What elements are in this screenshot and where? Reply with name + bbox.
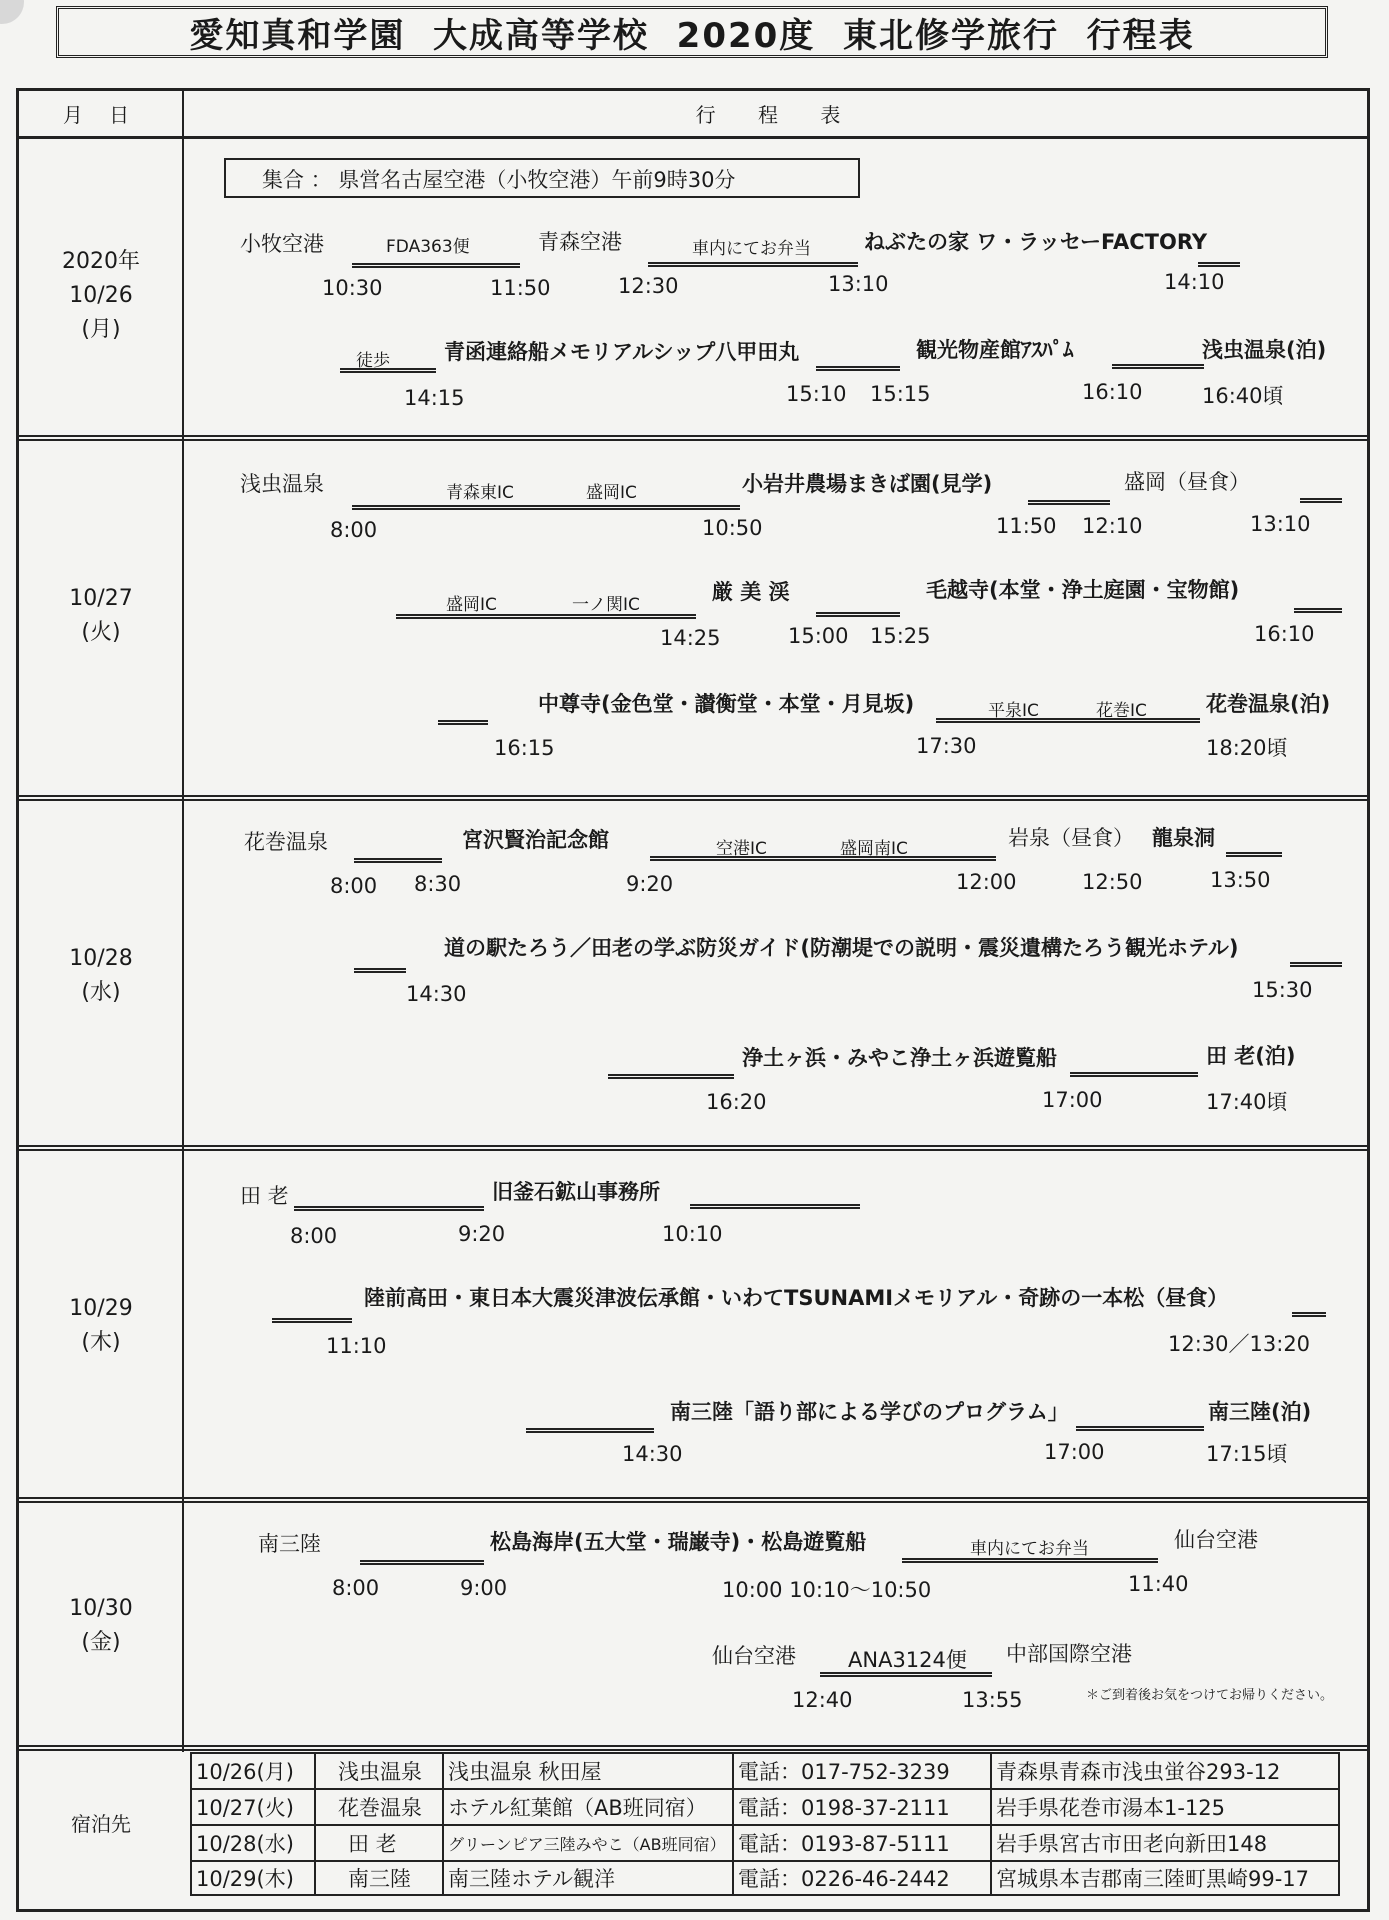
time: 10:10: [662, 1222, 723, 1246]
route-line: [438, 720, 488, 725]
route-note: ANA3124便: [848, 1648, 967, 1672]
time: 12:30／13:20: [1168, 1332, 1311, 1356]
place: 盛岡（昼食）: [1124, 470, 1250, 494]
place: 毛越寺(本堂・浄土庭園・宝物館): [926, 578, 1240, 602]
route-line: [294, 1206, 484, 1211]
place: 浅虫温泉(泊): [1202, 338, 1327, 362]
lodging-address: 宮城県本吉郡南三陸町黒崎99-17: [996, 1867, 1310, 1891]
place: 龍泉洞: [1152, 826, 1215, 850]
route-line: [1300, 498, 1342, 503]
time: 16:10: [1082, 380, 1143, 404]
time: 12:00: [956, 870, 1017, 894]
route-note: FDA363便: [386, 237, 470, 257]
place: 小牧空港: [240, 232, 324, 256]
place: 観光物産館ｱｽﾊﾟﾑ: [916, 338, 1074, 362]
day-divider: [16, 1145, 1370, 1151]
route-note: 盛岡IC: [446, 595, 497, 615]
time: 17:00: [1044, 1440, 1105, 1464]
place: 陸前高田・東日本大震災津波伝承館・いわてTSUNAMIメモリアル・奇跡の一本松（昼食）: [364, 1286, 1229, 1310]
lodging-hotel: 浅虫温泉 秋田屋: [448, 1760, 602, 1784]
lodging-date: 10/26(月): [196, 1760, 294, 1784]
route-note: 青森東IC: [446, 483, 514, 503]
time: 13:50: [1210, 868, 1271, 892]
time: 10:00 10:10～10:50: [722, 1578, 932, 1602]
time: 8:00: [332, 1576, 380, 1600]
route-line: [526, 1428, 654, 1433]
time: 18:20頃: [1206, 736, 1288, 760]
lodging-phone: 電話：0226-46-2442: [738, 1867, 950, 1891]
time: 16:40頃: [1202, 384, 1284, 408]
route-line: [1112, 364, 1204, 369]
lodging-area: 花巻温泉: [338, 1796, 422, 1820]
route-line: [1070, 1072, 1198, 1077]
time: 16:10: [1254, 622, 1315, 646]
place: 中尊寺(金色堂・讃衡堂・本堂・月見坂): [538, 692, 915, 716]
route-note: 車内にてお弁当: [692, 239, 811, 259]
day-date: 10/27 (火): [69, 586, 133, 645]
lodging-area: 田 老: [348, 1832, 397, 1856]
route-line: [1076, 1426, 1204, 1431]
route-line: [272, 1318, 352, 1323]
time: 8:00: [290, 1224, 338, 1248]
scan-corner-mark: [0, 0, 24, 24]
header-schedule-col: 行 程 表: [695, 102, 859, 127]
route-line: [936, 718, 1200, 723]
time: 12:10: [1082, 514, 1143, 538]
route-line: [352, 263, 520, 268]
route-note: 花巻IC: [1096, 701, 1147, 721]
route-line: [360, 1560, 484, 1565]
time: 11:50: [996, 514, 1057, 538]
time: 14:30: [622, 1442, 683, 1466]
route-line: [354, 968, 406, 973]
day-date: 10/28 (水): [69, 946, 133, 1005]
time: 11:10: [326, 1334, 387, 1358]
place: 仙台空港: [1174, 1528, 1258, 1552]
route-line: [1294, 608, 1342, 613]
meeting-info: 集合 ： 県営名古屋空港（小牧空港）午前9時30分: [262, 168, 736, 192]
place: 道の駅たろう／田老の学ぶ防災ガイド(防潮堤での説明・震災遺構たろう観光ホテル): [444, 936, 1239, 960]
header-divider: [16, 136, 1370, 139]
lodging-label: 宿泊先: [71, 1812, 131, 1836]
place: 浅虫温泉: [240, 472, 324, 496]
time: 11:40: [1128, 1572, 1189, 1596]
day-date: 2020年 10/26 (月): [62, 249, 140, 342]
page-title: 愛知真和学園 大成高等学校 2020度 東北修学旅行 行程表: [189, 15, 1195, 56]
place: 南三陸(泊): [1208, 1400, 1312, 1424]
route-line: [1292, 1312, 1326, 1317]
day-date: 10/29 (木): [69, 1296, 133, 1355]
place: 宮沢賢治記念館: [462, 828, 609, 852]
time: 13:10: [828, 272, 889, 296]
time: 9:20: [458, 1222, 506, 1246]
route-line: [1198, 262, 1240, 267]
time: 15:30: [1252, 978, 1313, 1002]
place: ねぶたの家 ワ・ラッセーFACTORY: [864, 230, 1208, 254]
time: 14:10: [1164, 270, 1225, 294]
time: 16:15: [494, 736, 555, 760]
time: 8:30: [414, 872, 462, 896]
time: 13:55: [962, 1688, 1023, 1712]
lodging-area: 浅虫温泉: [338, 1760, 422, 1784]
route-line: [816, 366, 900, 371]
route-note: 平泉IC: [988, 701, 1039, 721]
place: 松島海岸(五大堂・瑞巌寺)・松島遊覧船: [490, 1530, 867, 1554]
lodging-hotel: ホテル紅葉館（AB班同宿）: [448, 1796, 707, 1820]
route-line: [1290, 962, 1342, 967]
place: 南三陸「語り部による学びのプログラム」: [670, 1400, 1069, 1424]
time: 14:25: [660, 626, 721, 650]
route-note: 空港IC: [716, 839, 767, 859]
time: 15:10: [786, 382, 847, 406]
lodging-phone: 電話：017-752-3239: [738, 1760, 950, 1784]
time: 15:15: [870, 382, 931, 406]
farewell-note: ＊ご到着後お気をつけてお帰りください。: [1086, 1688, 1334, 1703]
lodging-phone: 電話：0193-87-5111: [738, 1832, 950, 1856]
lodging-area: 南三陸: [348, 1867, 411, 1891]
time: 17:40頃: [1206, 1090, 1288, 1114]
route-line: [340, 368, 436, 373]
time: 15:25: [870, 624, 931, 648]
time: 13:10: [1250, 512, 1311, 536]
lodging-table: [190, 1752, 1340, 1896]
lodging-date: 10/29(木): [196, 1867, 294, 1891]
time: 10:30: [322, 276, 383, 300]
time: 10:50: [702, 516, 763, 540]
route-line: [396, 614, 696, 619]
lodging-address: 岩手県花巻市湯本1-125: [996, 1796, 1226, 1820]
place: 小岩井農場まきば園(見学): [742, 472, 993, 496]
time: 17:00: [1042, 1088, 1103, 1112]
place: 浄土ヶ浜・みやこ浄土ヶ浜遊覧船: [742, 1046, 1057, 1070]
route-line: [690, 1204, 860, 1209]
time: 17:15頃: [1206, 1442, 1288, 1466]
place: 岩泉（昼食）: [1008, 826, 1134, 850]
place: 旧釜石鉱山事務所: [492, 1180, 660, 1204]
time: 9:00: [460, 1576, 508, 1600]
route-line: [650, 856, 996, 861]
time: 12:40: [792, 1688, 853, 1712]
place: 仙台空港: [712, 1644, 796, 1668]
day-divider: [16, 795, 1370, 801]
header-date-col: 月 日: [62, 102, 140, 127]
time: 14:30: [406, 982, 467, 1006]
route-line: [1028, 500, 1110, 505]
time: 12:30: [618, 274, 679, 298]
place: 田 老(泊): [1206, 1044, 1296, 1068]
place: 田 老: [240, 1184, 289, 1208]
route-line: [648, 262, 858, 267]
route-note: 一ノ関IC: [572, 595, 640, 615]
place: 花巻温泉: [244, 830, 328, 854]
time: 8:00: [330, 518, 378, 542]
route-note: 徒歩: [356, 351, 390, 371]
time: 17:30: [916, 734, 977, 758]
lodging-date: 10/28(水): [196, 1832, 294, 1856]
day-divider: [16, 1745, 1370, 1751]
route-line: [816, 612, 900, 617]
place: 南三陸: [258, 1532, 321, 1556]
route-note: 車内にてお弁当: [970, 1539, 1089, 1559]
place: 厳 美 渓: [712, 580, 790, 604]
route-line: [354, 858, 442, 863]
lodging-address: 青森県青森市浅虫蛍谷293-12: [996, 1760, 1281, 1784]
lodging-date: 10/27(火): [196, 1796, 294, 1820]
time: 16:20: [706, 1090, 767, 1114]
day-date: 10/30 (金): [69, 1596, 133, 1655]
lodging-address: 岩手県宮古市田老向新田148: [996, 1832, 1268, 1856]
time: 15:00: [788, 624, 849, 648]
time: 12:50: [1082, 870, 1143, 894]
place: 青函連絡船メモリアルシップ八甲田丸: [444, 340, 800, 364]
route-note: 盛岡南IC: [840, 839, 908, 859]
route-line: [1226, 852, 1282, 857]
route-note: 盛岡IC: [586, 483, 637, 503]
place: 青森空港: [538, 230, 622, 254]
lodging-phone: 電話：0198-37-2111: [738, 1796, 950, 1820]
place: 花巻温泉(泊): [1206, 692, 1331, 716]
place: 中部国際空港: [1006, 1642, 1132, 1666]
time: 8:00: [330, 874, 378, 898]
day-divider: [16, 435, 1370, 441]
time: 9:20: [626, 872, 674, 896]
time: 11:50: [490, 276, 551, 300]
route-line: [352, 505, 740, 510]
route-line: [608, 1074, 734, 1079]
lodging-hotel: 南三陸ホテル観洋: [448, 1867, 615, 1891]
time: 14:15: [404, 386, 465, 410]
day-divider: [16, 1497, 1370, 1503]
lodging-hotel: グリーンピア三陸みやこ（AB班同宿）: [448, 1834, 726, 1854]
